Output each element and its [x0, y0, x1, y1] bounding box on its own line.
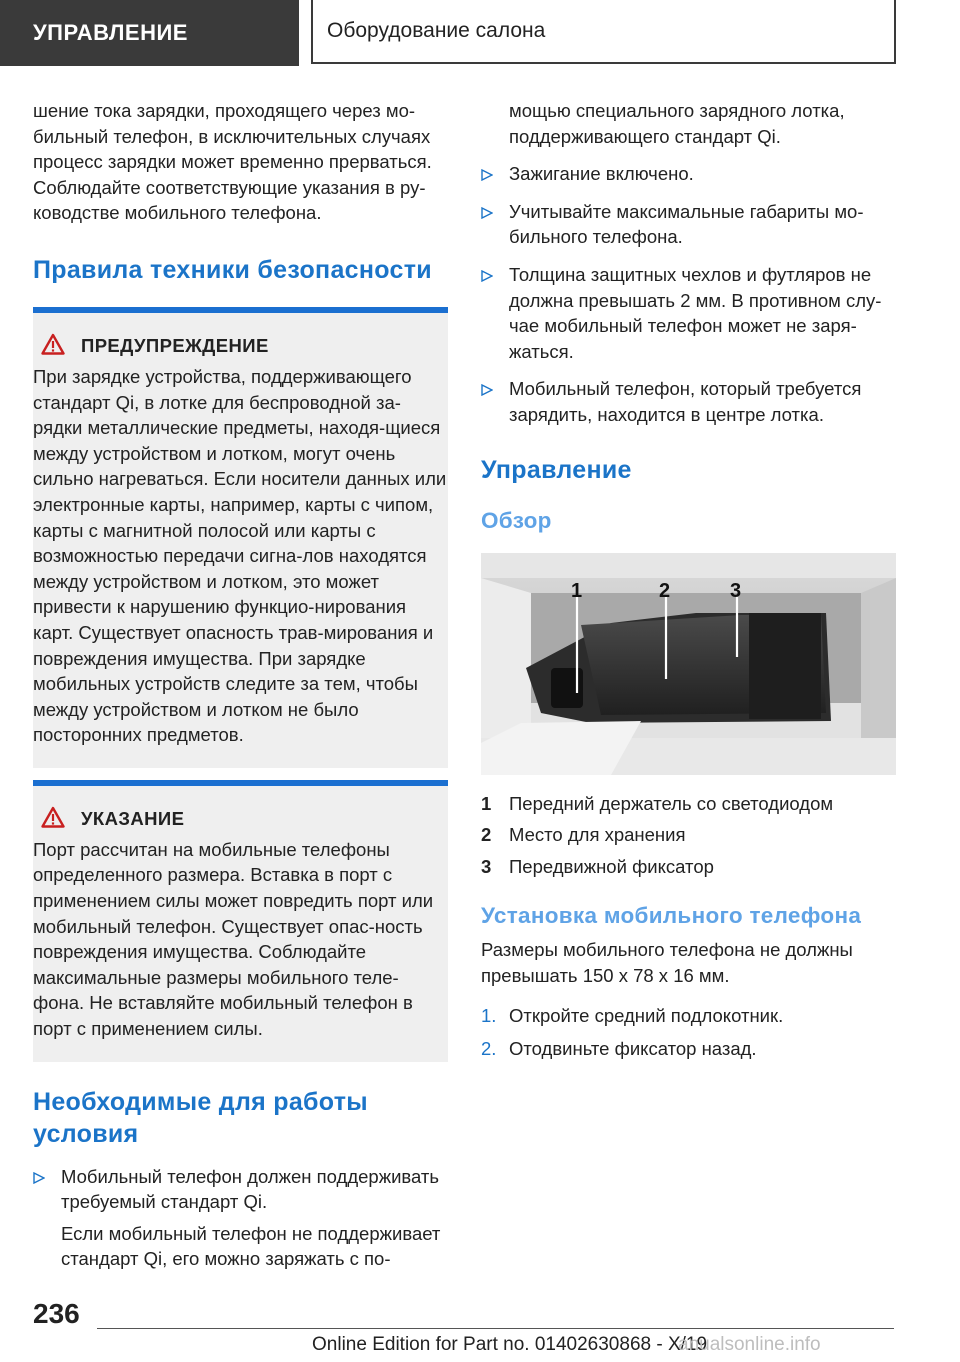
conditions-list	[33, 1164, 448, 1215]
legend-number: 3	[481, 855, 492, 877]
legend-text: Место для хранения	[509, 824, 686, 846]
control-heading: Управление	[481, 455, 632, 484]
list-item-text: Толщина защитных чехлов и футляров не должна превышать 2 мм. В противном слу-чае мобильный телефон может не заря-жаться.	[509, 263, 882, 362]
warning-box	[33, 307, 448, 768]
list-item	[481, 262, 896, 364]
legend-text: Передний держатель со светодиодом	[509, 792, 834, 814]
list-item	[481, 161, 896, 187]
continuation-paragraph: мощью специального зарядного лотка, поддерживающего стандарт Qi.	[509, 100, 845, 147]
chapter-header	[311, 0, 896, 64]
warning-title-row	[41, 333, 448, 360]
overview-figure	[481, 553, 896, 775]
install-paragraph: Размеры мобильного телефона не должны превышать 150 x 78 x 16 мм.	[481, 939, 853, 986]
conditions-continuation: Если мобильный телефон не поддерживает стандарт Qi, его можно заряжать с по-	[61, 1222, 441, 1270]
list-item-text: Зажигание включено.	[509, 163, 694, 185]
section-tab	[0, 0, 299, 66]
notice-text: Порт рассчитан на мобильные телефоны определенного размера. Вставка в порт с применением силы может повредить порт или мобильный телефон. Существует опас-ность повреждения имущества. Соблюдайте максимальные размеры мобильного теле-фона. Не вставляйте мобильный телефон в порт с применением силы.	[33, 838, 434, 1040]
notice-box	[33, 780, 448, 1062]
notice-triangle-icon	[41, 806, 65, 833]
legend-number: 2	[481, 824, 492, 846]
safety-heading: Правила техники безопасности	[33, 255, 432, 284]
install-steps	[481, 1003, 896, 1062]
left-column	[33, 98, 448, 1272]
legend-text: Передвижной фиксатор	[509, 855, 714, 877]
list-item	[481, 199, 896, 250]
list-item	[481, 1036, 896, 1062]
overview-heading: Обзор	[481, 507, 552, 533]
step-number: 1.	[481, 1004, 497, 1026]
callout-2: 2	[659, 579, 671, 602]
warning-triangle-icon	[41, 333, 65, 360]
step-text: Откройте средний подлокотник.	[509, 1004, 784, 1026]
requirements-list	[481, 161, 896, 427]
conditions-heading: Необходимые для работы условия	[33, 1087, 368, 1148]
watermark: anualsonline.info	[678, 1334, 821, 1355]
section-title: УПРАВЛЕНИЕ	[33, 20, 188, 45]
footer-divider	[97, 1328, 894, 1329]
step-text: Отодвиньте фиксатор назад.	[509, 1038, 757, 1060]
list-item-text: Мобильный телефон должен поддерживать требуемый стандарт Qi.	[61, 1165, 440, 1213]
step-number: 2.	[481, 1038, 497, 1060]
notice-title: УКАЗАНИЕ	[81, 808, 185, 830]
list-item	[481, 376, 896, 427]
edition-text: Online Edition for Part no. 01402630868 - X/19	[312, 1334, 708, 1355]
page-number: 236	[33, 1298, 80, 1329]
list-item	[481, 822, 896, 848]
figure-legend	[481, 791, 896, 880]
chapter-title: Оборудование салона	[327, 19, 546, 42]
warning-text: При зарядке устройства, поддерживающего стандарт Qi, в лотке для беспроводной за-рядки металлические предметы, находя-щиеся между устройством и лотком, могут очень сильно нагреваться. Если носители данных или электронные карты, например, карты с чипом, карты с магнитной полосой или карты с возможностью передачи сигна-лов находятся между устройством и лотком, это может привести к нарушению функцио-нирования карт. Существует опасность трав-мирования и повреждения имущества. При зарядке мобильных устройств следите за тем, чтобы между устройством и лотком не было посторонних предметов.	[33, 365, 447, 746]
tray-photo	[481, 553, 896, 775]
install-heading: Установка мобильного телефона	[481, 903, 862, 929]
right-column	[481, 98, 896, 1070]
callout-3: 3	[730, 579, 742, 602]
callout-1: 1	[571, 579, 583, 602]
list-item	[33, 1164, 448, 1215]
legend-number: 1	[481, 792, 492, 814]
list-item	[481, 791, 896, 817]
list-item-text: Мобильный телефон, который требуется зарядить, находится в центре лотка.	[509, 378, 862, 425]
list-item-text: Учитывайте максимальные габариты мо-бильного телефона.	[509, 200, 864, 248]
notice-title-row	[41, 806, 448, 833]
warning-title: ПРЕДУПРЕЖДЕНИЕ	[81, 335, 269, 357]
list-item	[481, 854, 896, 880]
intro-paragraph: шение тока зарядки, проходящего через мо-бильный телефон, в исключительных случаях процесс зарядки может временно прерваться. Соблюдайте соответствующие указания в ру-ководстве мобильного телефона.	[33, 100, 432, 224]
list-item	[481, 1003, 896, 1029]
